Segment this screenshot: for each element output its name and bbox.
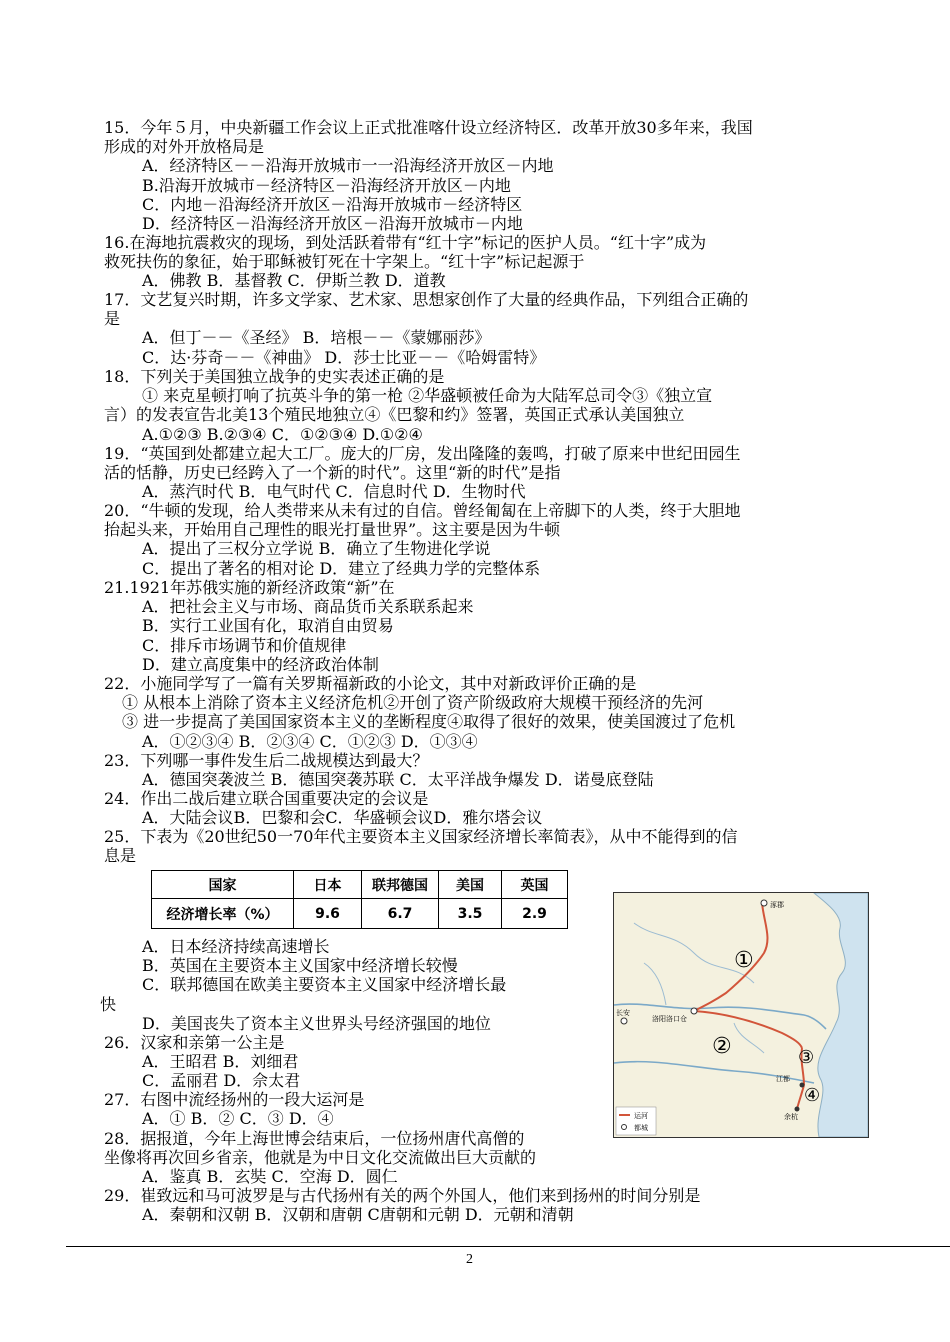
option-a: A．把社会主义与市场、商品货币关系联系起来 [142, 597, 474, 617]
question-text: 21.1921年苏俄实施的新经济政策“新”在 [104, 578, 395, 597]
options: A．蒸汽时代 B．电气时代 C．信息时代 D．生物时代 [142, 482, 526, 502]
options: A．秦朝和汉朝 B．汉朝和唐朝 C唐朝和元朝 D．元朝和清朝 [142, 1205, 574, 1225]
option-c-wrap: 快 [100, 994, 117, 1014]
table-header-cell: 国家 [152, 871, 294, 899]
river [614, 1004, 826, 1029]
statements: ① 来克星顿打响了抗英斗争的第一枪 ②华盛顿被任命为大陆军总司令③《独立宣 [142, 386, 713, 406]
option-a: A．经济特区－－沿海开放城市一一沿海经济开放区－内地 [142, 156, 554, 176]
map-marker-3: ③ [798, 1047, 815, 1068]
capital-marker [691, 1008, 697, 1014]
question-text: 19．“英国到处都建立起大工厂。庞大的厂房，发出隆隆的轰鸣，打破了原来中世纪田园生 [104, 444, 741, 463]
canal-route [694, 903, 767, 1011]
option-c: C．内地－沿海经济开放区－沿海开放城市－经济特区 [142, 194, 523, 214]
capital-marker [795, 1107, 800, 1112]
options-cd: C．孟丽君 D．佘太君 [142, 1071, 301, 1091]
options: A．大陆会议B．巴黎和会C．华盛顿会议D．雅尔塔会议 [142, 808, 543, 828]
capital-marker [761, 900, 767, 906]
table-cell: 9.6 [294, 899, 362, 929]
capital-marker [621, 1018, 627, 1024]
grand-canal-map [613, 892, 869, 1138]
question-text: 22．小施同学写了一篇有关罗斯福新政的小论文，其中对新政评价正确的是 [104, 674, 637, 693]
question-text: 27．右图中流经扬州的一段大运河是 [104, 1090, 365, 1109]
city-label: 余杭 [784, 1113, 798, 1121]
river [734, 1023, 764, 1053]
canal-route [694, 1011, 802, 1048]
city-label: 江都 [776, 1075, 790, 1083]
legend-label: 运河 [634, 1112, 648, 1120]
map-marker-4: ④ [804, 1085, 821, 1106]
options-ab: A．但丁－－《圣经》 B．培根－－《蒙娜丽莎》 [142, 328, 491, 348]
question-text: 坐像将再次回乡省亲，他就是为中日文化交流做出巨大贡献的 [104, 1148, 537, 1168]
city-label: 涿郡 [770, 901, 784, 909]
question-15 [104, 118, 864, 233]
map-marker-1: ① [734, 948, 754, 973]
options-ab: A．王昭君 B．刘细君 [142, 1052, 299, 1072]
question-17 [104, 290, 864, 367]
table-header-cell: 联邦德国 [362, 871, 439, 899]
question-text: 29．崔致远和马可波罗是与古代扬州有关的两个外国人，他们来到扬州的时间分别是 [104, 1186, 701, 1205]
options-ab: A．提出了三权分立学说 B．确立了生物进化学说 [142, 539, 491, 559]
table-cell: 2.9 [502, 899, 568, 929]
question-25 [104, 827, 864, 865]
option-d: D．经济特区－沿海经济开放区－沿海开放城市－内地 [142, 213, 523, 233]
question-24 [104, 789, 864, 827]
options: A.①②③ B.②③④ C．①②③④ D.①②④ [142, 424, 423, 444]
option-b: B．实行工业国有化，取消自由贸易 [142, 616, 394, 636]
question-21 [104, 578, 864, 674]
question-16 [104, 233, 864, 291]
river [644, 963, 666, 1005]
options: A．鉴真 B．玄奘 C．空海 D．圆仁 [142, 1167, 398, 1187]
question-18 [104, 367, 864, 444]
options: A．①②③④ B．②③④ C．①②③ D．①③④ [142, 731, 478, 751]
options-cd: C．达·芬奇－－《神曲》 D．莎士比亚－－《哈姆雷特》 [142, 347, 546, 367]
question-text: 15．今年５月，中央新疆工作会议上正式批准喀什设立经济特区．改革开放30多年来，我国 [104, 118, 753, 137]
question-text: 18．下列关于美国独立战争的史实表述正确的是 [104, 367, 445, 386]
table-header-row [152, 871, 568, 899]
question-text: 26．汉家和亲第一公主是 [104, 1033, 285, 1052]
map-marker-2: ② [712, 1034, 732, 1059]
table-row-label: 经济增长率（%） [152, 899, 294, 929]
question-text: 24．作出二战后建立联合国重要决定的会议是 [104, 789, 429, 808]
option-b: B.沿海开放城市－经济特区－沿海经济开放区－内地 [142, 175, 511, 195]
question-text: 28．据报道，今年上海世博会结束后，一位扬州唐代高僧的 [104, 1129, 525, 1148]
question-text: 活的恬静，历史已经跨入了一个新的时代”。这里“新的时代”是指 [104, 463, 561, 483]
question-text: 20．“牛顿的发现，给人类带来从未有过的自信。曾经匍匐在上帝脚下的人类，终于大胆地 [104, 501, 741, 520]
sea [814, 893, 868, 1137]
statements: 言）的发表宣告北美13个殖民地独立④《巴黎和约》签署，英国正式承认美国独立 [104, 405, 685, 425]
table-row [152, 899, 568, 929]
question-text: 16.在海地抗震救灾的现场，到处活跃着带有“红十字”标记的医护人员。“红十字”成为 [104, 233, 707, 252]
table-header-cell: 美国 [439, 871, 502, 899]
table-header-cell: 英国 [502, 871, 568, 899]
question-29 [104, 1186, 864, 1224]
legend-label: 都城 [634, 1124, 648, 1132]
option-d: D．美国丧失了资本主义世界头号经济强国的地位 [142, 1013, 491, 1033]
question-20 [104, 501, 864, 578]
city-label: 长安 [616, 1009, 630, 1017]
table-cell: 3.5 [439, 899, 502, 929]
table-header-cell: 日本 [294, 871, 362, 899]
canal-route [797, 1085, 804, 1109]
question-text: 17．文艺复兴时期，许多文学家、艺术家、思想家创作了大量的经典作品，下列组合正确的 [104, 290, 749, 309]
question-text: 23．下列哪一事件发生后二战规模达到最大？ [104, 751, 429, 770]
question-22 [104, 674, 864, 751]
table-cell: 6.7 [362, 899, 439, 929]
options-cd: C．提出了著名的相对论 D．建立了经典力学的完整体系 [142, 558, 541, 578]
city-label: 洛阳洛口仓 [652, 1015, 687, 1023]
statements: ① 从根本上消除了资本主义经济危机②开创了资产阶级政府大规模干预经济的先河 [122, 693, 704, 713]
option-d: D．建立高度集中的经济政治体制 [142, 654, 379, 674]
question-text: 抬起头来，开始用自己理性的眼光打量世界”。这主要是因为牛顿 [104, 520, 561, 540]
option-c: C．联邦德国在欧美主要资本主义国家中经济增长最 [142, 975, 507, 995]
options: A．德国突袭波兰 B．德国突袭苏联 C．太平洋战争爆发 D．诺曼底登陆 [142, 770, 654, 790]
options: A．佛教 B．基督教 C．伊斯兰教 D．道教 [142, 271, 446, 291]
footer-rule [66, 1246, 950, 1247]
growth-rate-table [151, 870, 568, 929]
page-number: 2 [466, 1252, 473, 1267]
statements: ③ 进一步提高了美国国家资本主义的垄断程度④取得了很好的效果，使美国渡过了危机 [122, 712, 736, 732]
question-23 [104, 751, 864, 789]
option-b: B．英国在主要资本主义国家中经济增长较慢 [142, 956, 458, 976]
map-figure [614, 893, 868, 1137]
question-text: 形成的对外开放格局是 [104, 137, 265, 157]
question-19 [104, 444, 864, 502]
question-text: 息是 [104, 846, 137, 866]
question-text: 25．下表为《20世纪50一70年代主要资本主义国家经济增长率简表》，从中不能得到的信 [104, 827, 738, 846]
question-text: 是 [104, 309, 121, 329]
question-text: 救死扶伤的象征，始于耶稣被钉死在十字架上。“红十字”标记起源于 [104, 252, 585, 272]
option-a: A．日本经济持续高速增长 [142, 937, 330, 956]
options: A．① B．② C．③ D．④ [142, 1109, 334, 1129]
option-c: C．排斥市场调节和价值规律 [142, 635, 347, 655]
